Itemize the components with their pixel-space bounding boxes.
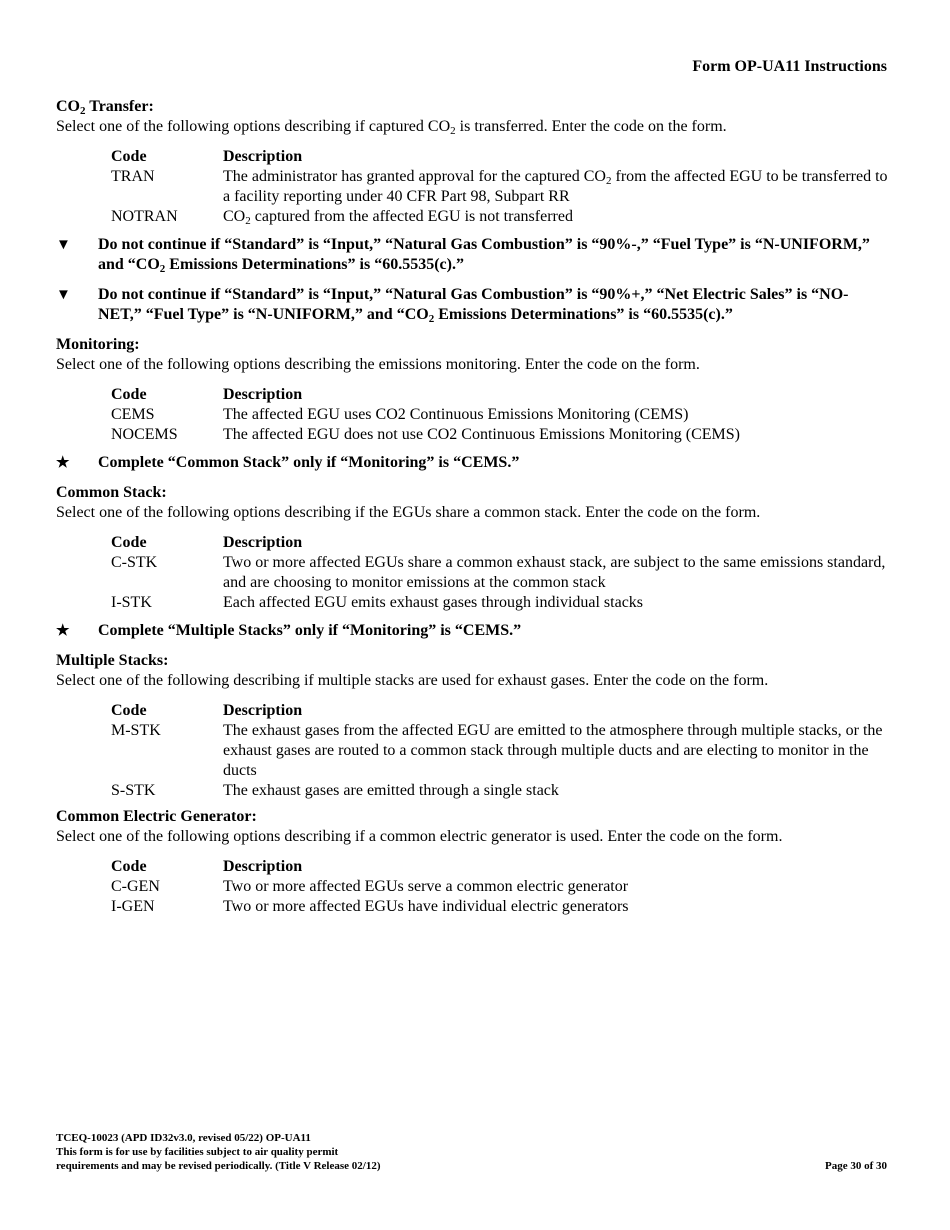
note-text: Do not continue if “Standard” is “Input,” “Natural Gas Combustion” is “90%+,” “Net Electric Sales” is “NO-NET,” “Fuel Type” is “N-UNIFORM,” and “$CO_2$ Emissions Determinations” is “60.5535(c).” xyxy=(98,286,849,325)
common-generator-table xyxy=(111,857,888,917)
conditional-note-multiple-stacks xyxy=(56,621,896,641)
form-footer xyxy=(56,1131,380,1173)
multiple-stacks-desc: Select one of the following describing if multiple stacks are used for exhaust gases. Enter the code on the form. xyxy=(56,672,769,689)
table-row xyxy=(111,593,888,613)
form-header-title: Form OP-UA11 Instructions xyxy=(692,58,887,75)
table-row xyxy=(111,167,888,207)
footer-revision-line: requirements and may be revised periodically. (Title V Release 02/12) xyxy=(56,1160,381,1172)
code-cell: NOTRAN xyxy=(111,208,178,225)
code-cell: M-STK xyxy=(111,722,161,739)
down-triangle-icon: ▼ xyxy=(56,287,71,303)
multiple-stacks-title: Multiple Stacks: xyxy=(56,652,169,669)
common-generator-desc: Select one of the following options describing if a common electric generator is used. Enter the code on the form. xyxy=(56,828,783,845)
table-header-row xyxy=(111,385,888,405)
description-cell: $CO_2$ captured from the affected EGU is not transferred xyxy=(223,208,573,227)
description-cell: The affected EGU uses CO2 Continuous Emissions Monitoring (CEMS) xyxy=(223,406,689,423)
description-column-header: Description xyxy=(223,148,303,165)
code-cell: S-STK xyxy=(111,782,156,799)
conditional-note-common-stack xyxy=(56,453,896,473)
co2-transfer-title: $CO_2$ Transfer: xyxy=(56,98,154,117)
monitoring-title: Monitoring: xyxy=(56,336,140,353)
monitoring-table xyxy=(111,385,888,445)
description-cell: Each affected EGU emits exhaust gases through individual stacks xyxy=(223,594,644,611)
footer-form-id: TCEQ-10023 (APD ID32v3.0, revised 05/22) OP-UA11 xyxy=(56,1132,311,1144)
co2-transfer-desc: Select one of the following options describing if captured $CO_2$ is transferred. Enter the code on the form. xyxy=(56,118,727,137)
description-cell: Two or more affected EGUs share a common exhaust stack, are subject to the same emissions standard, and are choosing to monitor emissions at the common stack xyxy=(223,554,886,591)
description-column-header: Description xyxy=(223,858,303,875)
description-cell: Two or more affected EGUs have individual electric generators xyxy=(223,898,629,915)
code-cell: I-STK xyxy=(111,594,152,611)
table-header-row xyxy=(111,533,888,553)
stop-note-1 xyxy=(56,235,896,275)
code-column-header: Code xyxy=(111,858,147,875)
table-row xyxy=(111,877,888,897)
code-column-header: Code xyxy=(111,148,147,165)
common-stack-desc: Select one of the following options describing if the EGUs share a common stack. Enter the code on the form. xyxy=(56,504,761,521)
code-cell: CEMS xyxy=(111,406,155,423)
note-text: Do not continue if “Standard” is “Input,” “Natural Gas Combustion” is “90%-,” “Fuel Type” is “N-UNIFORM,” and “$CO_2$ Emissions Determinations” is “60.5535(c).” xyxy=(98,236,870,275)
co2-transfer-table xyxy=(111,147,888,227)
code-cell: I-GEN xyxy=(111,898,155,915)
table-row xyxy=(111,425,888,445)
common-generator-title: Common Electric Generator: xyxy=(56,808,257,825)
description-cell: The exhaust gases from the affected EGU are emitted to the atmosphere through multiple stacks, or the exhaust gases are routed to a common stack through multiple ducts and are electing to monitor in the ducts xyxy=(223,722,883,779)
monitoring-desc: Select one of the following options describing the emissions monitoring. Enter the code on the form. xyxy=(56,356,700,373)
table-row xyxy=(111,553,888,593)
table-header-row xyxy=(111,147,888,167)
code-column-header: Code xyxy=(111,702,147,719)
down-triangle-icon: ▼ xyxy=(56,237,71,253)
stop-note-2 xyxy=(56,285,896,325)
code-cell: C-GEN xyxy=(111,878,160,895)
instructions-content xyxy=(56,97,896,923)
star-icon: ★ xyxy=(56,623,70,639)
description-column-header: Description xyxy=(223,702,303,719)
page-number: Page 30 of 30 xyxy=(824,1160,887,1172)
star-icon: ★ xyxy=(56,455,70,471)
multiple-stacks-table xyxy=(111,701,888,801)
description-cell: The affected EGU does not use CO2 Continuous Emissions Monitoring (CEMS) xyxy=(223,426,740,443)
footer-usage-line: This form is for use by facilities subject to air quality permit xyxy=(56,1146,339,1158)
description-column-header: Description xyxy=(223,534,303,551)
table-row xyxy=(111,781,888,801)
table-row xyxy=(111,721,888,781)
table-header-row xyxy=(111,857,888,877)
code-column-header: Code xyxy=(111,534,147,551)
note-text: Complete “Common Stack” only if “Monitoring” is “CEMS.” xyxy=(98,454,520,471)
common-stack-title: Common Stack: xyxy=(56,484,167,501)
description-cell: The exhaust gases are emitted through a single stack xyxy=(223,782,559,799)
code-column-header: Code xyxy=(111,386,147,403)
table-row xyxy=(111,405,888,425)
description-cell: The administrator has granted approval for the captured $CO_2$ from the affected EGU to be transferred to a facility reporting under 40 CFR Part 98, Subpart RR xyxy=(223,168,888,205)
code-cell: C-STK xyxy=(111,554,158,571)
table-header-row xyxy=(111,701,888,721)
table-row xyxy=(111,207,888,227)
note-text: Complete “Multiple Stacks” only if “Monitoring” is “CEMS.” xyxy=(98,622,522,639)
table-row xyxy=(111,897,888,917)
common-stack-table xyxy=(111,533,888,613)
description-cell: Two or more affected EGUs serve a common electric generator xyxy=(223,878,629,895)
code-cell: NOCEMS xyxy=(111,426,178,443)
code-cell: TRAN xyxy=(111,168,155,185)
description-column-header: Description xyxy=(223,386,303,403)
